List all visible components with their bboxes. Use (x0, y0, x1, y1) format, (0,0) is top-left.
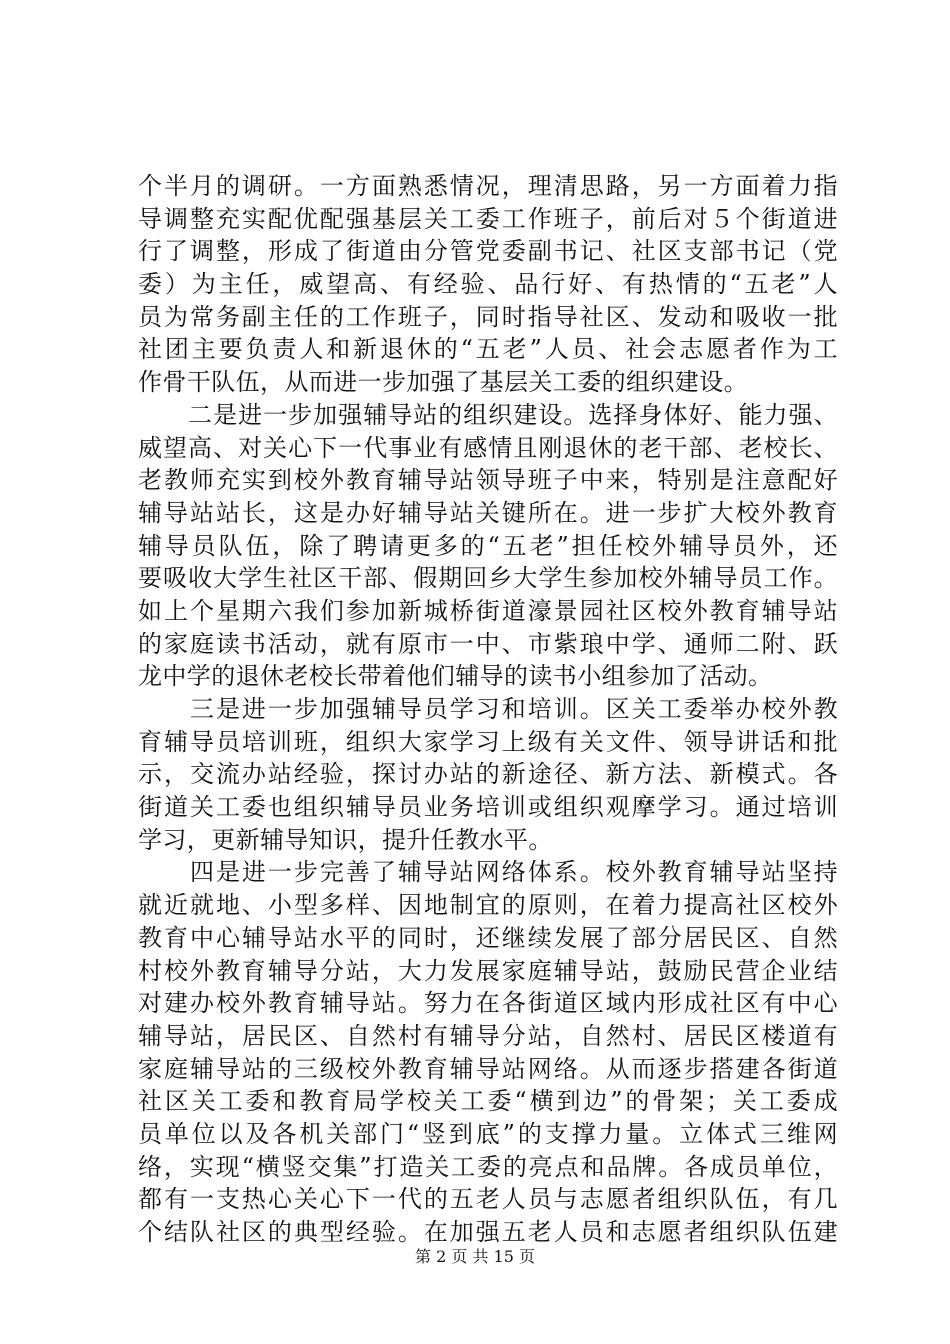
page-footer: 第 2 页 共 15 页 (415, 1247, 535, 1266)
text-line: 街道关工委也组织辅导员业务培训或组织观摩学习。通过培训 (138, 793, 838, 822)
text-line: 辅导站，居民区、自然村有辅导分站，自然村、居民区楼道有 (138, 1021, 838, 1050)
text-line: 就近就地、小型多样、因地制宜的原则，在着力提高社区校外 (138, 891, 838, 920)
text-line: 都有一支热心关心下一代的五老人员与志愿者组织队伍，有几 (138, 1185, 838, 1214)
text-line: 员为常务副主任的工作班子，同时指导社区、发动和吸收一批 (138, 302, 838, 331)
text-line: 辅导员队伍，除了聘请更多的“五老”担任校外辅导员外，还 (138, 531, 838, 560)
text-line: 个半月的调研。一方面熟悉情况，理清思路，另一方面着力指 (138, 172, 838, 200)
text-line: 社区关工委和教育局学校关工委“横到边”的骨架；关工委成 (138, 1087, 838, 1116)
text-line: 作骨干队伍，从而进一步加强了基层关工委的组织建设。 (138, 368, 748, 397)
text-line: 如上个星期六我们参加新城桥街道濠景园社区校外教育辅导站 (138, 596, 838, 625)
text-line: 四是进一步完善了辅导站网络体系。校外教育辅导站坚持 (138, 858, 838, 887)
text-line: 的家庭读书活动，就有原市一中、市紫琅中学、通师二附、跃 (138, 629, 838, 658)
text-line: 要吸收大学生社区干部、假期回乡大学生参加校外辅导员工作。 (138, 564, 838, 593)
text-line: 教育中心辅导站水平的同时，还继续发展了部分居民区、自然 (138, 923, 838, 952)
text-line: 二是进一步加强辅导站的组织建设。选择身体好、能力强、 (138, 400, 838, 429)
text-line: 对建办校外教育辅导站。努力在各街道区域内形成社区有中心 (138, 989, 838, 1018)
text-line: 社团主要负责人和新退休的“五老”人员、社会志愿者作为工 (138, 335, 838, 364)
text-line: 个结队社区的典型经验。在加强五老人员和志愿者组织队伍建 (138, 1218, 838, 1246)
text-line: 村校外教育辅导分站，大力发展家庭辅导站，鼓励民营企业结 (138, 956, 838, 985)
text-line: 学习，更新辅导知识，提升任教水平。 (138, 825, 553, 854)
text-line: 辅导站站长，这是办好辅导站关键所在。进一步扩大校外教育 (138, 498, 838, 527)
text-line: 育辅导员培训班，组织大家学习上级有关文件、领导讲话和批 (138, 727, 838, 756)
text-line: 委）为主任，威望高、有经验、品行好、有热情的“五老”人 (138, 270, 838, 299)
text-line: 老教师充实到校外教育辅导站领导班子中来，特别是注意配好 (138, 466, 838, 495)
text-line: 导调整充实配优配强基层关工委工作班子，前后对５个街道进 (138, 204, 838, 233)
text-line: 威望高、对关心下一代事业有感情且刚退休的老干部、老校长、 (138, 433, 838, 462)
body-text (138, 170, 838, 1249)
text-line: 三是进一步加强辅导员学习和培训。区关工委举办校外教 (138, 695, 838, 723)
text-line: 示，交流办站经验，探讨办站的新途径、新方法、新模式。各 (138, 760, 838, 789)
text-line: 龙中学的退休老校长带着他们辅导的读书小组参加了活动。 (138, 662, 773, 691)
text-line: 家庭辅导站的三级校外教育辅导站网络。从而逐步搭建各街道 (138, 1054, 838, 1083)
text-line: 员单位以及各机关部门“竖到底”的支撑力量。立体式三维网 (138, 1119, 838, 1148)
text-line: 络，实现“横竖交集”打造关工委的亮点和品牌。各成员单位， (138, 1152, 838, 1181)
text-line: 行了调整，形成了街道由分管党委副书记、社区支部书记（党 (138, 237, 838, 266)
